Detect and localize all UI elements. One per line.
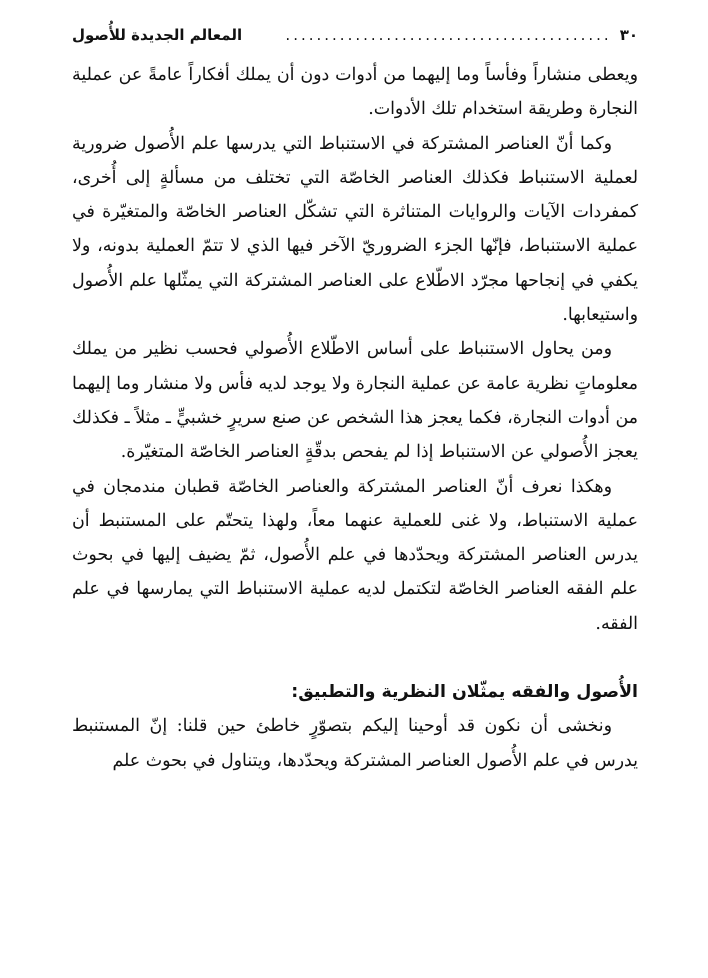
paragraph-continued: ويعطى منشاراً وفأساً وما إليهما من أدوات دون أن يملك أفكاراً عامةً عن عملية النجارة وطريقة استخدام تلك الأدوات. (72, 65, 638, 120)
section-paragraph: ونخشى أن نكون قد أوحينا إليكم بتصوّرٍ خاطئ حين قلنا: إنّ المستنبط يدرس في علم الأُصول العناصر المشتركة ويحدّدها، ويتناول في بحوث علم (72, 716, 638, 771)
section-heading: الأُصول والفقه يمثّلان النظرية والتطبيق: (291, 682, 638, 703)
header-leader-dots: .......................................... (285, 26, 612, 44)
paragraph: وهكذا نعرف أنّ العناصر المشتركة والعناصر الخاصّة قطبان مندمجان في عملية الاستنباط، ولا غنى للعملية عنهما معاً، ولهذا يتحتّم على المستنبط أن يدرس العناصر المشتركة ويحدّدها في علم الأُصول، ثمّ يضيف إليها في بحوث علم الفقه العناصر الخاصّة لتكتمل لديه عملية الاستنباط التي يمارسها في علم الفقه. (72, 476, 638, 634)
book-page (72, 26, 638, 778)
paragraph: ومن يحاول الاستنباط على أساس الاطّلاع الأُصولي فحسب نظير من يملك معلوماتٍ نظرية عامة عن عملية النجارة ولا يوجد لديه فأس ولا منشار وما إليهما من أدوات النجارة، فكما يعجز هذا الشخص عن صنع سريرٍ خشبيٍّ ـ مثلاً ـ فكذلك يعجز الأُصولي عن الاستنباط إذا لم يفحص بدقّةٍ العناصر الخاصّة المتغيّرة. (72, 339, 638, 463)
book-title: المعالم الجديدة للأُصول (72, 26, 243, 44)
running-header (72, 26, 638, 52)
page-body (72, 58, 638, 778)
paragraph: وكما أنّ العناصر المشتركة في الاستنباط التي يدرسها علم الأُصول ضرورية لعملية الاستنباط فكذلك العناصر الخاصّة التي تختلف من مسألةٍ إلى أُخرى، كمفردات الآيات والروايات المتناثرة التي تشكّل العناصر الخاصّة والمتغيّرة في عملية الاستنباط، فإنّها الجزء الضروريّ الآخر فيها الذي لا تتمّ العملية بدونه، ولا يكفي في إنجاحها مجرّد الاطّلاع على العناصر المشتركة التي يمثّلها علم الأُصول واستيعابها. (72, 133, 638, 326)
page-number: ٣٠ (619, 26, 638, 44)
